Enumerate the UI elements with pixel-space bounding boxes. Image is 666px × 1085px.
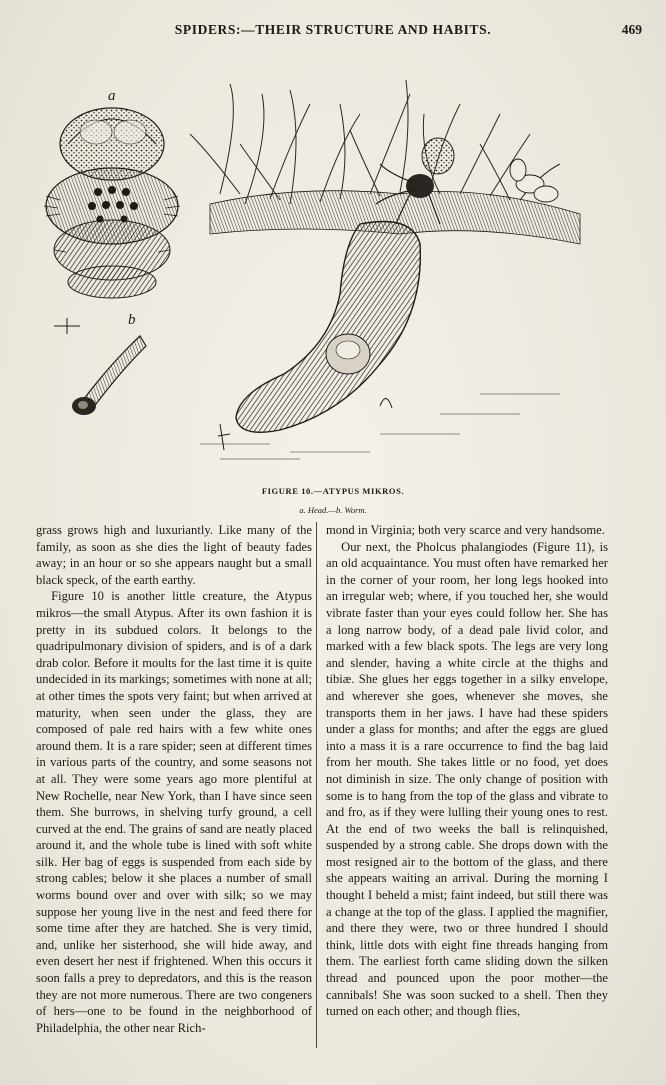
worm-drawing xyxy=(54,312,146,415)
paragraph: Figure 10 is another little creature, the Atypus mikros—the small Atypus. After its own fashion it is pretty in its subdued colors. It belongs to the quadripulmonary division of spiders, and is of a dark drab color. Before it moults for the last time it is quite undecided in its markings; sometimes with none at all; at other times the spots very faint; but when arrived at maturity, when seen under the glass, they are composed of pale red hairs with a few white ones around them. It is a rare spider; seen at different times in various parts of the country, and some seasons not at all. They were some years ago more plentiful at New Rochelle, near New York, than I have since seen them. She burrows, in shelving turfy ground, a cell curved at the end. The grains of sand are neatly placed around it, and the whole tube is lined with soft white silk. Her bag of eggs is suspended from each side by strong cables; below it she places a number of small worms bound over and over with silk; so we may suppose her young live in the nest and feed there for some time after they are hatched. She is very timid, and, unlike her sisterhood, she will hide away, and even desert her nest if frightened. When this occurs it soon falls a prey to depredators, and this is the reason they are not more numerous. There are two congeners of hers—one to be found in the neighborhood of Philadelphia, the other near Rich- xyxy=(36,589,312,1035)
burrow-scene-drawing xyxy=(190,80,580,459)
text-column-right xyxy=(326,522,608,1020)
label-a: a xyxy=(108,88,116,104)
figure-legend: a. Head.—b. Worm. xyxy=(299,505,367,515)
page-number: 469 xyxy=(621,22,642,37)
spider-head-drawing xyxy=(44,88,180,298)
page-header xyxy=(24,22,642,44)
figure-10-engraving xyxy=(40,74,600,474)
running-head: SPIDERS:—THEIR STRUCTURE AND HABITS. xyxy=(174,22,492,37)
text-column-left xyxy=(36,522,312,1036)
label-b: b xyxy=(128,312,136,328)
paragraph: grass grows high and luxuriantly. Like many of the family, as soon as she dies the light of beauty fades away; in an hour or so she appears naught but a small black speck, of the earth earthy. xyxy=(36,523,312,587)
paragraph: Our next, the Pholcus phalangiodes (Figure 11), is an old acquaintance. You must often have remarked her in the corner of your room, her long legs hooked into an irregular web; where, if you touched her, she would vibrate faster than your eyes could follow her. She has a long narrow body, of a dead pale livid color, and marked with a few black spots. The legs are very long and slender, having a white circle at the thighs and tibiæ. She glues her eggs together in a silky envelope, and wherever she goes, whenever she moves, she transports them in her jaws. I have had these spiders under a glass for months; and after the eggs are glued into a mass it is a rare occurrence to find the bag laid from her mouth. She takes little or no food, yet does not diminish in size. The only change of position with some is to hang from the top of the glass and vibrate to and fro, as if they were lulling their young ones to rest. At the end of two weeks the ball is relinquished, suspended by a strong cable. She drops down with the most resigned air to the bottom of the glass, and there she appears waiting an arrival. During the morning I thought I beheld a mist; faint indeed, but still there was a change at the top of the glass. I applied the magnifier, and there they were, two or three hundred I should think, little dots with eight fine threads hanging from them. The earliest forth came sliding down the silken thread and pounced upon the poor mother—the cannibals! She was soon sucked to a shell. Then they turned on each other; and though flies, xyxy=(326,539,608,1019)
figure-caption: FIGURE 10.—ATYPUS MIKROS. xyxy=(261,486,405,496)
engraving-illustration xyxy=(40,74,600,474)
column-divider xyxy=(316,522,317,1048)
paragraph: mond in Virginia; both very scarce and very handsome. xyxy=(326,523,605,537)
